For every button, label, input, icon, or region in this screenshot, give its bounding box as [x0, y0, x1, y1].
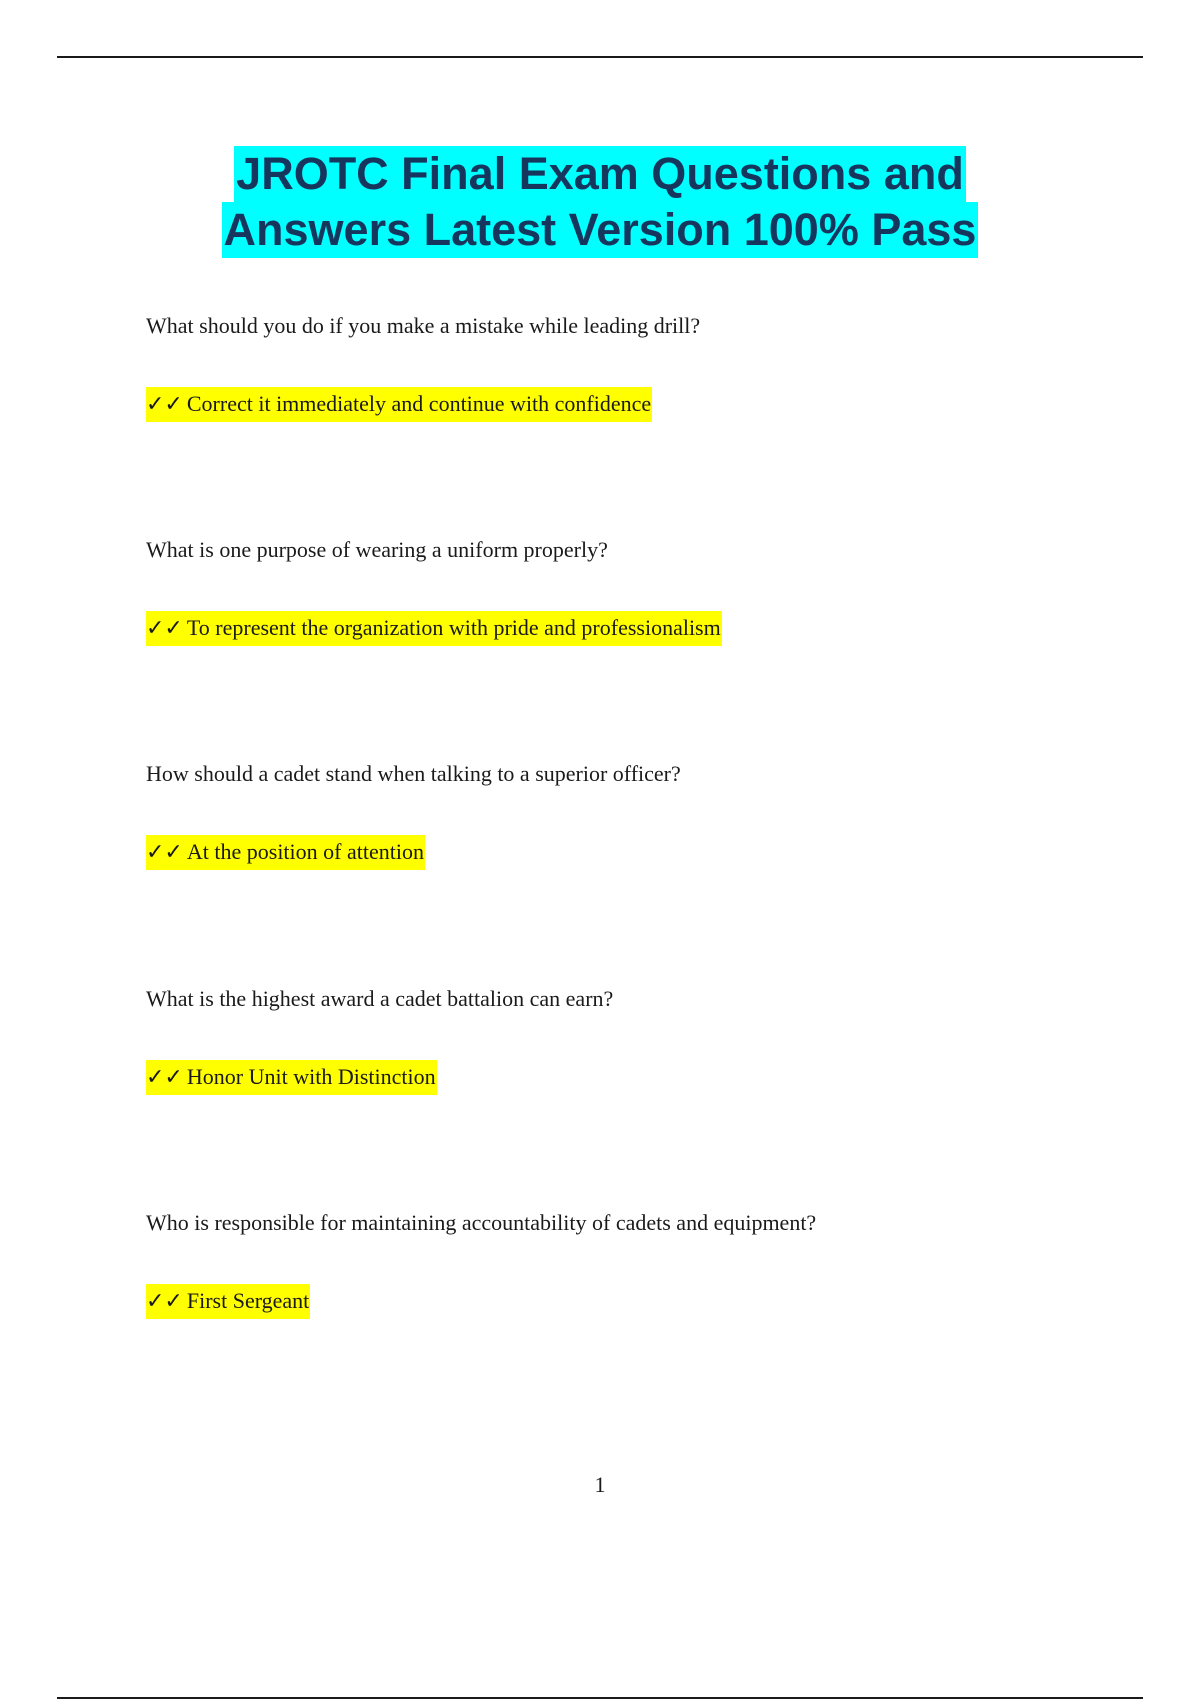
question-text: What is one purpose of wearing a uniform properly? — [146, 537, 608, 562]
question-text: What is the highest award a cadet battalion can earn? — [146, 986, 614, 1011]
qa-item-2 — [146, 535, 1146, 641]
qa-item-3 — [146, 759, 1146, 865]
question-text: How should a cadet stand when talking to a superior officer? — [146, 761, 681, 786]
question-text: Who is responsible for maintaining accountability of cadets and equipment? — [146, 1210, 817, 1235]
answer-label: Correct it immediately and continue with confidence — [186, 391, 652, 416]
qa-item-4 — [146, 984, 1146, 1090]
double-check-icon: ✓✓ — [146, 1289, 183, 1314]
double-check-icon: ✓✓ — [146, 616, 183, 641]
double-check-icon: ✓✓ — [146, 840, 183, 865]
answer-text — [146, 1060, 437, 1095]
answer-text — [146, 387, 652, 422]
double-check-icon: ✓✓ — [146, 1065, 183, 1090]
answer-label: At the position of attention — [186, 839, 424, 864]
double-check-icon: ✓✓ — [146, 392, 183, 417]
qa-item-5 — [146, 1208, 1146, 1314]
document-title — [0, 146, 1200, 258]
answer-label: Honor Unit with Distinction — [186, 1064, 436, 1089]
page-number: 1 — [594, 1472, 606, 1497]
answer-text — [146, 1284, 310, 1319]
top-rule — [57, 56, 1143, 58]
answer-label: First Sergeant — [186, 1288, 310, 1313]
bottom-rule — [57, 1697, 1143, 1699]
title-line-2: Answers Latest Version 100% Pass — [222, 202, 979, 258]
title-line-1: JROTC Final Exam Questions and — [234, 146, 966, 202]
answer-label: To represent the organization with pride and professionalism — [186, 615, 721, 640]
answer-text — [146, 611, 722, 646]
qa-item-1 — [146, 311, 1146, 417]
answer-text — [146, 835, 425, 870]
question-text: What should you do if you make a mistake while leading drill? — [146, 313, 701, 338]
